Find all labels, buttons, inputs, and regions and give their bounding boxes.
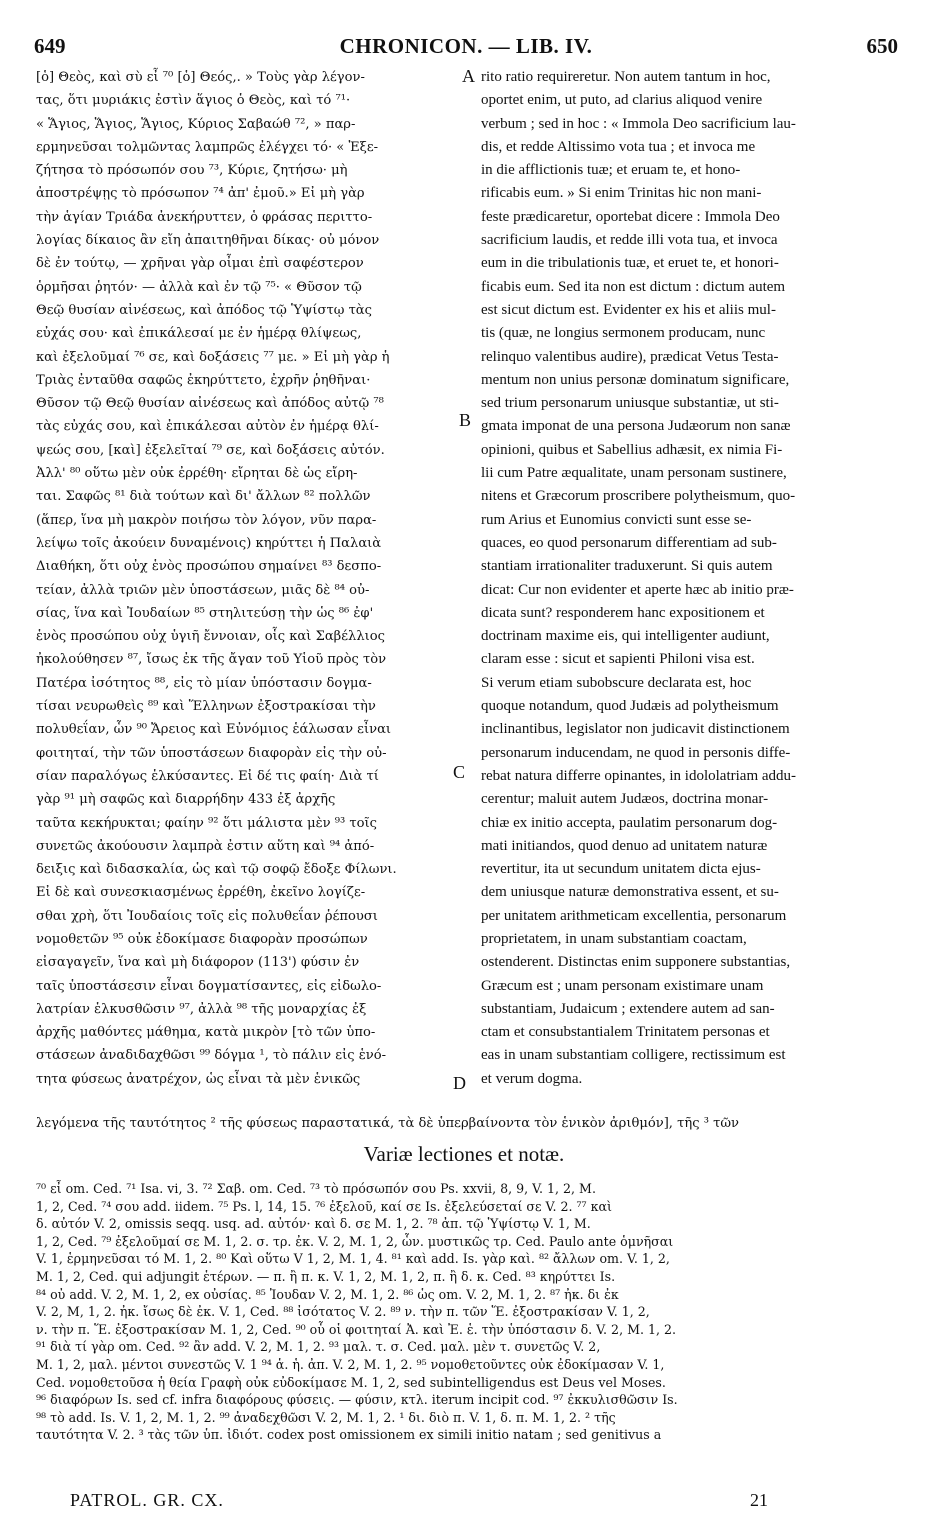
- greek-text-line: τητα φύσεως ἀνατρέχον, ὡς εἶναι τὰ μὲν ἑνικῶς: [36, 1071, 361, 1087]
- latin-text-line: Si verum etiam subobscure declarata est, hoc: [481, 674, 752, 691]
- greek-text-line: λείψω τοῖς ἀκούειν δυναμένοις) κηρύττει ἡ Παλαιὰ: [36, 535, 382, 551]
- footnote-line: ⁹⁶ διαφόρων Is. sed cf. infra διαφόρους φύσεις. — φύσιν, κτλ. iterum incipit cod. ⁹⁷ ἐκκυλισθῶσιν Is.: [36, 1392, 678, 1408]
- latin-text-line: nitens et Græcorum proscribere polytheismum, quo-: [481, 488, 796, 505]
- latin-text-line: oportet enim, ut puto, ad clarius aliquod venire: [481, 92, 763, 109]
- greek-text-line: (ἅπερ, ἵνα μὴ μακρὸν ποιήσω τὸν λόγον, νῦν παρα-: [36, 512, 377, 528]
- greek-text-line: ἀποστρέψῃς τὸ πρόσωπον ⁷⁴ ἀπ' ἐμοῦ.» Εἰ μὴ γὰρ: [36, 186, 365, 202]
- greek-text-line: ται. Σαφῶς ⁸¹ διὰ τούτων καὶ δι' ἄλλων ⁸² πολλῶν: [36, 489, 371, 505]
- latin-text-line: dicat: Cur non evidenter et aperte hæc ab initio præ-: [481, 581, 794, 598]
- gathering-number: 21: [750, 1490, 768, 1510]
- latin-text-line: et verum dogma.: [481, 1070, 583, 1087]
- greek-text-line: τείαν, ἀλλὰ τριῶν μὲν ὑποστάσεων, μιᾶς δὲ ⁸⁴ οὐ-: [36, 582, 370, 598]
- latin-text-line: rum Arius et Eunomius convicti sunt esse se-: [481, 511, 752, 528]
- greek-text-line: συνετῶς ἀκούουσιν λαμπρὰ ἐστιν αὕτη καὶ ⁹⁴ ἀπό-: [36, 838, 375, 854]
- latin-text-line: rito ratio requireretur. Non autem tantum in hoc,: [481, 69, 771, 85]
- greek-text-line: τὴν ἁγίαν Τριάδα ἀνεκήρυττεν, ὁ φράσας περιττο-: [36, 209, 373, 225]
- latin-text-line: est sicut dictum est. Evidenter ex his et aliis mul-: [481, 301, 776, 318]
- latin-text-line: doctrinam maxime eis, qui intelligenter audiunt,: [481, 628, 770, 645]
- greek-text-line: γὰρ ⁹¹ μὴ σαφῶς καὶ διαρρήδην 433 ἐξ ἀρχῆς: [36, 792, 336, 808]
- latin-text-line: dem uniusque naturæ demonstrativa essent, et su-: [481, 884, 779, 901]
- footnote-line: V. 1, ἑρμηνεῦσαι τό M. 1, 2. ⁸⁰ Καὶ οὕτω V 1, 2, M. 1, 4. ⁸¹ καὶ add. Is. γὰρ καὶ. ⁸² ἄλλων om. V. 1, 2,: [36, 1251, 670, 1267]
- greek-text-line: Εἰ δὲ καὶ συνεσκιασμένως ἐρρέθη, ἐκεῖνο λογίζε-: [36, 885, 366, 901]
- latin-text-line: opinioni, quibus et Sabellius adhæsit, ex nimia Fi-: [481, 441, 783, 458]
- latin-text-line: ficabis eum. Sed ita non est dictum : dictum autem: [481, 278, 786, 295]
- latin-text-line: Græcum est ; unam personam existimare unam: [481, 977, 764, 994]
- latin-text-line: tis (quæ, ne longius sermonem producam, nunc: [481, 325, 766, 342]
- greek-text-line: σίας, ἵνα καὶ Ἰουδαίων ⁸⁵ στηλιτεύσῃ τὴν ὡς ⁸⁶ ἐφ': [36, 605, 374, 621]
- footnote-line: δ. αὐτόν V. 2, omissis seqq. usq. ad. αὐτόν· καὶ δ. σε M. 1, 2. ⁷⁸ ἀπ. τῷ Ὑψίστῳ V. 1, M.: [36, 1216, 591, 1232]
- footnote-line: ν. τὴν π. Ἕ. ἐξοστρακίσαν M. 1, 2, Ced. ⁹⁰ οὗ οἱ φοιτηταί Ἀ. καὶ Ἐ. ἑ. τὴν ὑπόστασιν δ. V. 2, M. 1, 2.: [36, 1321, 677, 1337]
- footnote-line: ⁹⁸ τὸ add. Is. V. 1, 2, M. 1, 2. ⁹⁹ ἀναδεχθῶσι V. 2, M. 1, 2. ¹ δι. διὸ π. V. 1, δ. π. M. 1, 2. ² τῆς: [36, 1409, 616, 1425]
- greek-text-line: ερμηνεῦσαι τολμῶντας λαμπρῶς ἐλέγχει τό· « Ἐξε-: [36, 139, 379, 155]
- latin-text-line: ctam et consubstantialem Trinitatem personas et: [481, 1024, 770, 1041]
- footnote-line: ⁹¹ διὰ τί γὰρ om. Ced. ⁹² ἂν add. V. 2, M. 1, 2. ⁹³ μαλ. τ. σ. Ced. μαλ. μὲν τ. συνετῶς V. 2,: [36, 1339, 601, 1355]
- right-page-number: 650: [866, 34, 898, 58]
- section-marker-b: B: [459, 410, 472, 430]
- latin-text-line: in die afflictionis tuæ; et eruam te, et hono-: [481, 162, 741, 179]
- latin-text-line: quoque notandum, quod Judæis ad polytheismum: [481, 698, 779, 715]
- greek-text-column: [36, 66, 458, 1091]
- section-marker-c: C: [453, 762, 466, 782]
- latin-text-line: inclinantibus, legislator non judicavit distinctionem: [481, 721, 790, 738]
- latin-text-line: claram esse : sicut et sapienti Philoni visa est.: [481, 651, 755, 668]
- greek-text-line: ζήτησα τὸ πρόσωπόν σου ⁷³, Κύριε, ζητήσω· μὴ: [36, 163, 348, 179]
- footnote-line: ⁷⁰ εἶ om. Ced. ⁷¹ Isa. vi, 3. ⁷² Σαβ. om. Ced. ⁷³ τὸ πρόσωπόν σου Ps. xxvii, 8, 9, V. 1, 2, M.: [36, 1181, 596, 1196]
- latin-text-line: cerentur; maluit autem Judæos, doctrina monar-: [481, 791, 769, 808]
- greek-text-line: Θεῷ θυσίαν αἰνέσεως, καὶ ἀπόδος τῷ Ὑψίστῳ τὰς: [36, 302, 372, 318]
- latin-text-line: rebat natura differre opinantes, in idololatriam addu-: [481, 767, 797, 784]
- latin-text-line: substantiam, Judaicum ; extendere autem ad san-: [481, 1000, 775, 1017]
- latin-text-line: per unitatem arithmeticam excellentia, personarum: [481, 907, 787, 924]
- latin-text-line: eum in die tribulationis tuæ, et eruet te, et honori-: [481, 255, 779, 272]
- notes-heading: Variæ lectiones et notæ.: [363, 1142, 565, 1166]
- greek-text-line: δὲ ἐν τούτῳ, — χρῆναι γὰρ οἶμαι ἐπὶ σαφέστερον: [36, 256, 364, 272]
- greek-text-line: τας, ὅτι μυριάκις ἐστὶν ἅγιος ὁ Θεὸς, καὶ τό ⁷¹·: [36, 93, 351, 109]
- latin-text-line: relinquo valentibus audire), prædicat Vetus Testa-: [481, 348, 779, 365]
- greek-text-line: εὐχάς σου· καὶ ἐπικάλεσαί με ἐν ἡμέρᾳ θλίψεως,: [36, 326, 362, 342]
- latin-text-line: chiæ ex initio accepta, paulatim personarum dog-: [481, 814, 778, 831]
- greek-text-line: ἠκολούθησεν ⁸⁷, ἴσως ἐκ τῆς ἄγαν τοῦ Υἱοῦ πρὸς τὸν: [36, 652, 387, 668]
- greek-text-line: δειξις καὶ διδασκαλία, ὡς καὶ τῷ σοφῷ ἔδοξε Φίλωνι.: [36, 862, 397, 878]
- latin-text-line: stantiam irrationaliter traduxerunt. Si quis autem: [481, 558, 773, 575]
- latin-text-line: mati initiandos, quod denuo ad unitatem naturæ: [481, 837, 768, 854]
- greek-text-line: ταῖς ὑποστάσεσιν εἶναι δογματίσαντες, εἰς εἰδωλο-: [36, 978, 382, 994]
- series-signature: PATROL. GR. CX.: [70, 1490, 224, 1510]
- greek-text-line: πολυθεΐαν, ὧν ⁹⁰ Ἄρειος καὶ Εὐνόμιος ἑάλωσαν εἶναι: [36, 722, 392, 738]
- latin-text-line: revertitur, ita ut secundum unitatem dicta ejus-: [481, 861, 761, 878]
- footnote-line: Ced. νομοθετοῦσα ἡ θεία Γραφὴ οὐκ εὐδοκίμασε M. 1, 2, sed subintelligendus est Deus vel Moses.: [36, 1374, 666, 1390]
- greek-text-line: Θῦσον τῷ Θεῷ θυσίαν αἰνέσεως καὶ ἀπόδος αὐτῷ ⁷⁸: [36, 396, 384, 412]
- greek-text-line: λογίας δίκαιος ἂν εἴη ἀπαιτηθῆναι δίκας· οὐ μόνον: [36, 233, 380, 249]
- footnote-line: ταυτότητα V. 2. ³ τὰς τῶν ὑπ. ἰδιότ. codex post omissionem ex simili initio natam ; sed genitivus a: [36, 1427, 662, 1443]
- latin-text-line: proprietatem, in unam substantiam coactam,: [481, 930, 747, 947]
- greek-text-line: Διαθήκη, ὅτι οὐχ ἑνὸς προσώπου σημαίνει ⁸³ δεσπο-: [36, 559, 382, 575]
- greek-text-line: σθαι χρὴ, ὅτι Ἰουδαίοις τοῖς εἰς πολυθεΐαν ῥέπουσι: [36, 908, 378, 924]
- page-header: [34, 34, 898, 64]
- footnotes-block: [36, 1180, 892, 1444]
- greek-text-line: [ὁ] Θεὸς, καὶ σὺ εἶ ⁷⁰ [ὁ] Θεός,. » Τοὺς γὰρ λέγον-: [36, 70, 365, 85]
- latin-text-line: quaces, eo quod personarum differentiam ad sub-: [481, 534, 777, 551]
- section-marker-a: A: [462, 66, 475, 86]
- greek-text-line: τὰς εὐχάς σου, καὶ ἐπικάλεσαι αὐτὸν ἐν ἡμέρᾳ θλί-: [36, 419, 379, 435]
- greek-text-line: Ἀλλ' ⁸⁰ οὕτω μὲν οὐκ ἐρρέθη· εἴρηται δὲ ὡς εἴρη-: [36, 466, 358, 482]
- greek-text-line: φοιτηταί, τὴν τῶν ὑποστάσεων διαφορὰν εἰς τὴν οὐ-: [36, 745, 387, 761]
- greek-text-line: Τριὰς ἐνταῦθα σαφῶς ἐκηρύττετο, ἐχρῆν ῥηθῆναι·: [36, 372, 371, 388]
- latin-text-line: sacrificium laudis, et redde illi vota tua, et invoca: [481, 232, 778, 249]
- footnote-line: M. 1, 2, Ced. qui adjungit ἑτέρων. — π. ἢ π. κ. V. 1, 2, M. 1, 2, π. ἢ δ. κ. Ced. ⁸³ κηρύττει Is.: [36, 1268, 616, 1284]
- greek-text-line: εἰσαγαγεῖν, ἵνα καὶ μὴ διάφορον (113') φύσιν ἐν: [36, 955, 360, 971]
- latin-text-line: mentum non unius personæ dominatum significare,: [481, 371, 790, 388]
- footnote-line: 1, 2, Ced. ⁷⁴ σου add. iidem. ⁷⁵ Ps. l, 14, 15. ⁷⁶ ἐξελοῦ, καί σε Is. ἐξελεύσεταί σε V. 2. ⁷⁷ καὶ: [36, 1198, 612, 1214]
- latin-text-line: ostenderent. Distinctas enim supponere substantias,: [481, 954, 791, 971]
- footnote-line: M. 1, 2, μαλ. μέντοι συνεστῶς V. 1 ⁹⁴ ἁ. ἡ. ἀπ. V. 2, M. 1, 2. ⁹⁵ νομοθετοῦντες οὐκ ἐδοκίμασαν V. 1,: [36, 1356, 665, 1372]
- footnote-line: V. 2, M, 1, 2. ἠκ. ἴσως δὲ ἐκ. V. 1, Ced. ⁸⁸ ἰσότατος V. 2. ⁸⁹ ν. τὴν π. τῶν Ἕ. ἐξοστρακίσαν V. 1, 2,: [36, 1304, 650, 1320]
- greek-text-line: λατρίαν ἑλκυσθῶσιν ⁹⁷, ἀλλὰ ⁹⁸ τῆς μοναρχίας ἐξ: [36, 1001, 367, 1017]
- left-page-number: 649: [34, 34, 66, 58]
- latin-text-line: gmata imponat de una persona Judæorum non sanæ: [481, 418, 791, 435]
- continuation-line: λεγόμενα τῆς ταυτότητος ² τῆς φύσεως παραστατικά, τὰ δὲ ὑπερβαίνοντα τὸν ἑνικὸν ἀριθμόν], τῆς ³ τῶν: [36, 1116, 740, 1131]
- latin-text-line: personarum inducendam, ne quod in personis diffe-: [481, 744, 791, 761]
- greek-text-line: τίσαι νευρωθεὶς ⁸⁹ καὶ Ἕλληνων ἐξοστρακίσαι τὴν: [36, 699, 376, 715]
- latin-text-line: lii cum Patre æqualitate, unam personam sustinere,: [481, 465, 787, 482]
- greek-text-line: ὁρμῆσαι ῥητόν· — ἀλλὰ καὶ ἐν τῷ ⁷⁵· « Θῦσον τῷ: [36, 279, 362, 295]
- latin-text-line: dicata sunt? responderem hanc expositionem et: [481, 604, 765, 621]
- latin-text-line: sed trium personarum uniusque substantiæ, ut sti-: [481, 395, 779, 412]
- greek-text-line: ἑνὸς προσώπου οὐχ ὑγιῆ ἔννοιαν, οἷς καὶ Σαβέλλιος: [36, 629, 385, 645]
- latin-text-line: eas in unam substantiam colligere, rectissimum est: [481, 1047, 786, 1064]
- footnote-line: ⁸⁴ οὐ add. V. 2, M. 1, 2, ex οὐσίας. ⁸⁵ Ἰουδαν V. 2, M. 1, 2. ⁸⁶ ὡς om. V. 2, M. 1, 2. ⁸⁷ ἠκ. δι ἐκ: [36, 1286, 619, 1302]
- greek-text-line: ἀρχῆς μαθόντες μάθημα, κατὰ μικρὸν [τὸ τῶν ὑπο-: [36, 1025, 376, 1041]
- section-marker-d: D: [453, 1073, 466, 1093]
- greek-text-line: στάσεων ἀναδιδαχθῶσι ⁹⁹ δόγμα ¹, τὸ πάλιν εἰς ἑνό-: [36, 1048, 386, 1064]
- latin-text-line: verbum ; sed in hoc : « Immola Deo sacrificium lau-: [481, 115, 796, 132]
- latin-text-line: rificabis eum. » Si enim Trinitas hic non mani-: [481, 185, 762, 202]
- latin-text-column: [481, 66, 891, 1091]
- greek-text-line: νομοθετῶν ⁹⁵ οὐκ ἐδοκίμασε διαφορὰν προσώπων: [36, 931, 368, 947]
- latin-text-line: dis, et redde Altissimo vota tua ; et invoca me: [481, 138, 756, 155]
- greek-text-line: ψεώς σου, [καὶ] ἐξελεῖταί ⁷⁹ σε, καὶ δοξάσεις αὐτόν.: [36, 442, 385, 458]
- latin-text-line: feste prædicaretur, oportebat dicere : Immola Deo: [481, 208, 780, 225]
- greek-text-line: καὶ ἐξελοῦμαί ⁷⁶ σε, καὶ δοξάσεις ⁷⁷ με. » Εἰ μὴ γὰρ ἡ: [36, 349, 390, 365]
- greek-text-line: ταῦτα κεκήρυκται; φαίην ⁹² ὅτι μάλιστα μὲν ⁹³ τοῖς: [36, 815, 378, 831]
- running-title: CHRONICON. — LIB. IV.: [339, 34, 593, 58]
- footnote-line: 1, 2, Ced. ⁷⁹ ἐξελοῦμαί σε M. 1, 2. σ. τρ. ἐκ. V. 2, M. 1, 2, ὧν. μυστικῶς τρ. Ced. Paulo ante ὁμνῆσαι: [36, 1233, 674, 1249]
- greek-text-line: σίαν παραλόγως ἑλκύσαντες. Εἰ δέ τις φαίη· Διὰ τί: [36, 768, 379, 784]
- greek-text-line: Πατέρα ἰσότητος ⁸⁸, εἰς τὸ μίαν ὑπόστασιν δογμα-: [36, 675, 372, 691]
- greek-text-line: « Ἅγιος, Ἅγιος, Ἅγιος, Κύριος Σαβαώθ ⁷², » παρ-: [36, 116, 356, 132]
